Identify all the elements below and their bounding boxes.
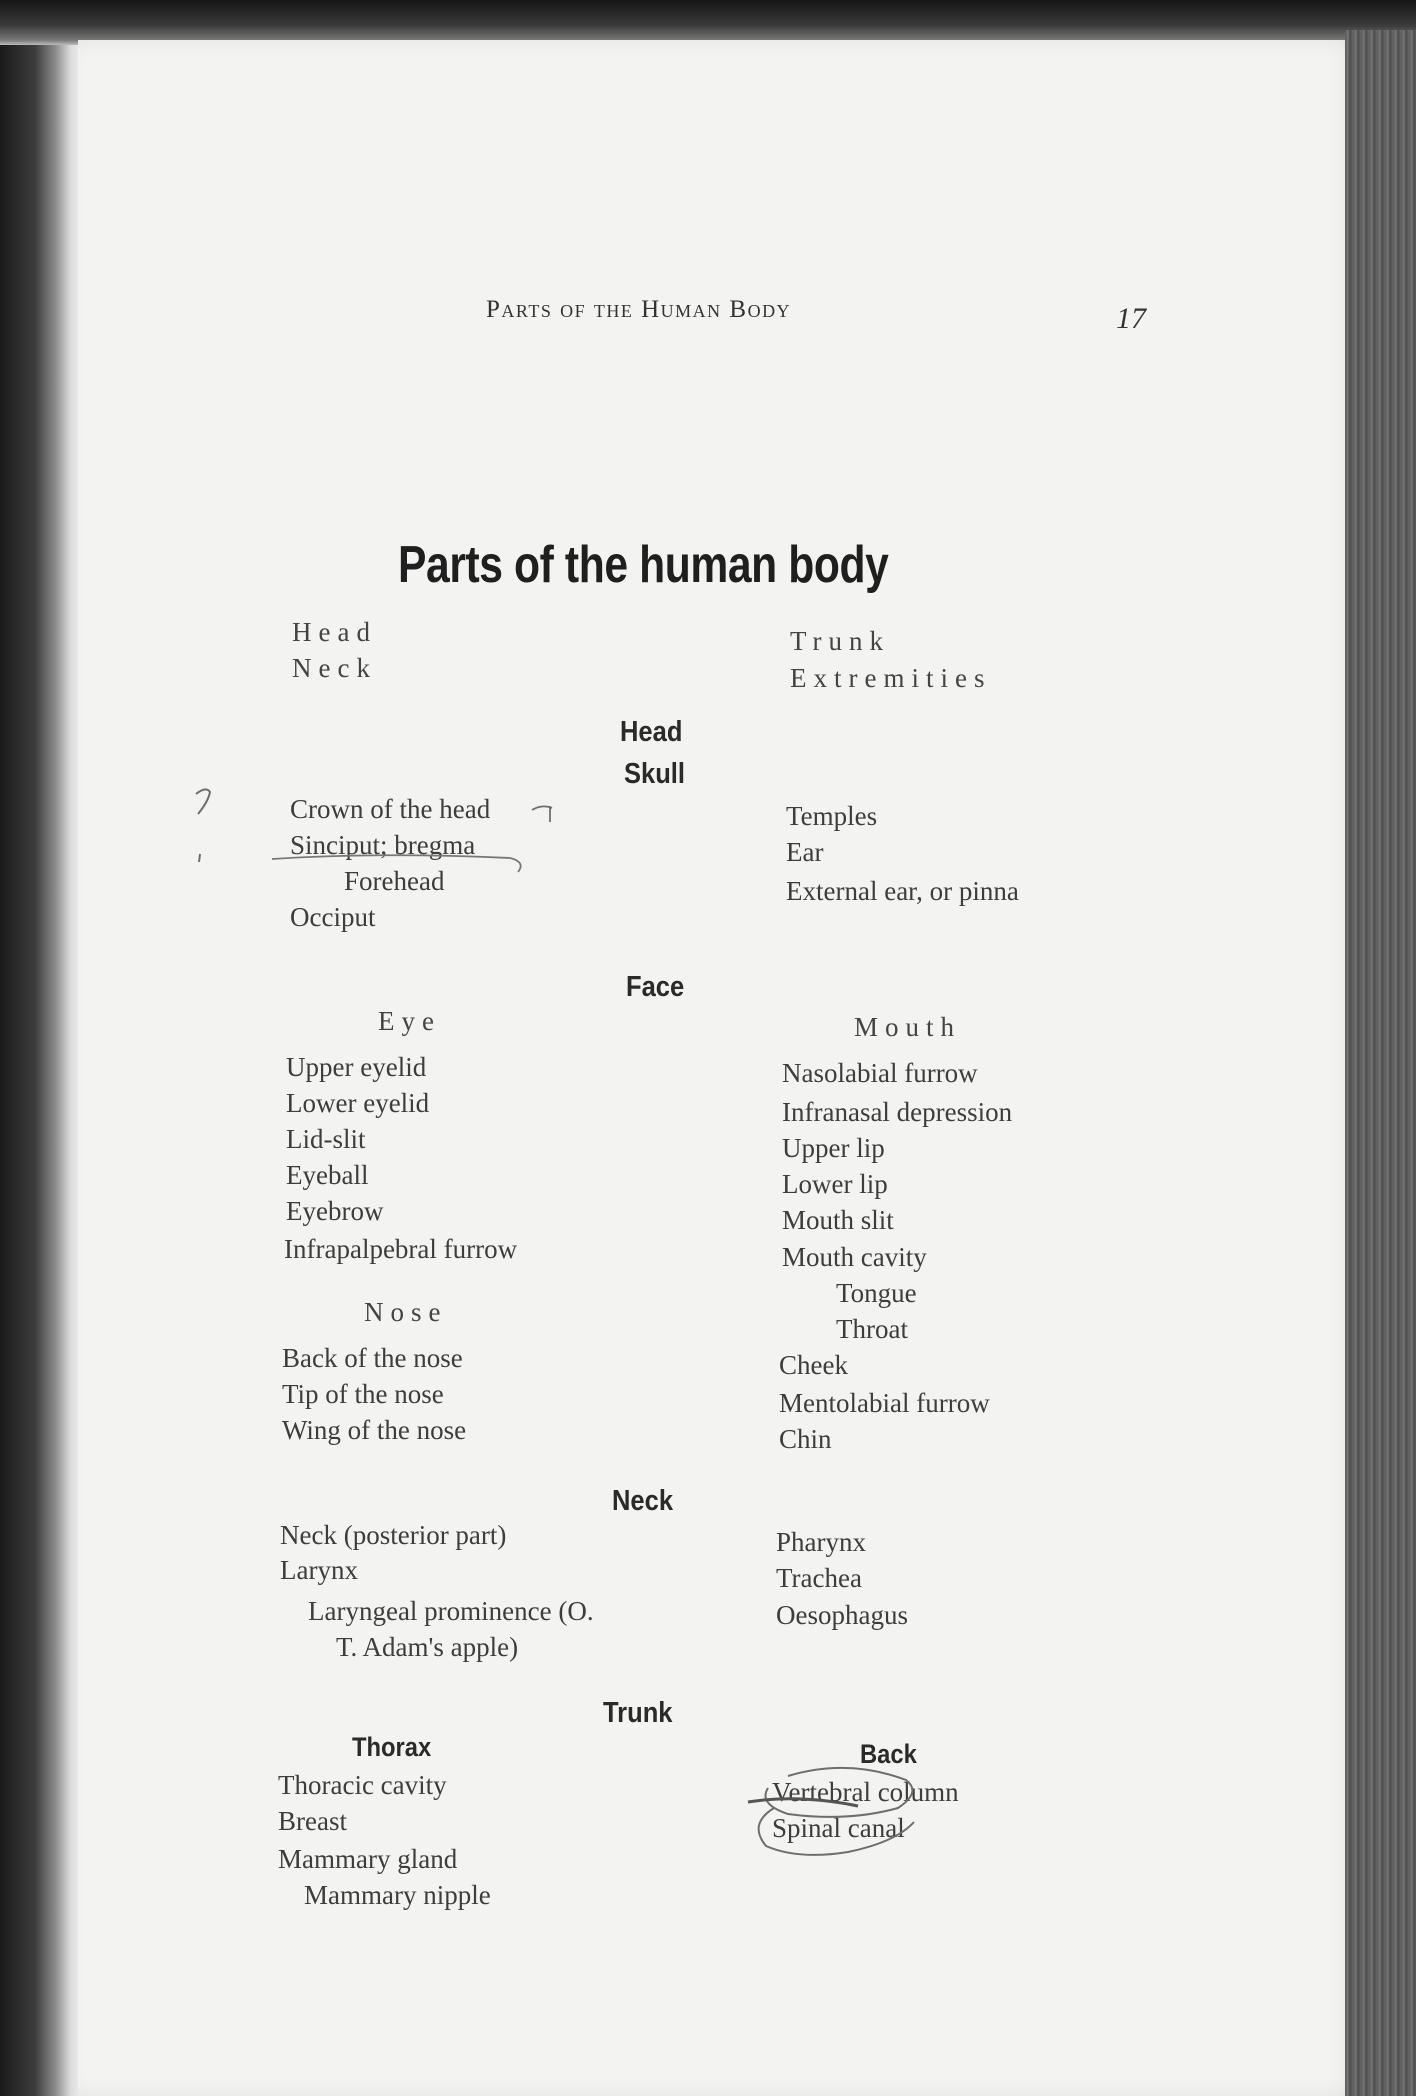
mouth-item: Cheek [779, 1350, 848, 1380]
overview-trunk: Trunk [790, 626, 891, 656]
neck-item: Oesophagus [776, 1600, 908, 1630]
thorax-item: Mammary gland [278, 1844, 458, 1874]
section-neck: Neck [612, 1485, 674, 1517]
eye-item: Eyebrow [286, 1196, 384, 1226]
neck-item: Larynx [280, 1555, 358, 1585]
mouth-item: Mentolabial furrow [779, 1388, 990, 1418]
page-edges [1345, 30, 1416, 2096]
neck-item: Laryngeal prominence (O. [308, 1596, 594, 1626]
mouth-item: Tongue [836, 1278, 917, 1308]
back-item: Spinal canal [772, 1813, 905, 1843]
skull-item: Ear [786, 837, 824, 867]
eye-item: Infrapalpebral furrow [284, 1234, 518, 1264]
mouth-item: Lower lip [782, 1169, 888, 1199]
thorax-item: Thoracic cavity [278, 1770, 447, 1800]
section-head: Head [620, 716, 683, 748]
running-head: Parts of the Human Body [486, 296, 792, 323]
group-thorax: Thorax [352, 1732, 432, 1762]
eye-item: Lower eyelid [286, 1088, 430, 1118]
overview-extremities: Extremities [790, 663, 992, 693]
neck-item: Pharynx [776, 1527, 866, 1557]
neck-item: Trachea [776, 1563, 862, 1593]
skull-item: Crown of the head [290, 794, 491, 824]
mouth-item: Throat [836, 1314, 908, 1344]
eye-item: Eyeball [286, 1160, 369, 1190]
nose-item: Back of the nose [282, 1343, 463, 1373]
skull-item: External ear, or pinna [786, 876, 1019, 906]
mouth-item: Mouth cavity [782, 1242, 927, 1272]
pencil-annotation-back [728, 1750, 958, 1870]
page-title: Parts of the human body [398, 536, 889, 594]
subsection-face: Face [626, 971, 685, 1003]
eye-item: Upper eyelid [286, 1052, 427, 1082]
skull-item: Temples [786, 801, 878, 831]
nose-item: Wing of the nose [282, 1415, 467, 1445]
neck-item: Neck (posterior part) [280, 1520, 507, 1550]
book-binding-shadow [0, 0, 80, 2096]
mouth-item: Chin [779, 1424, 832, 1454]
eye-item: Lid-slit [286, 1124, 366, 1154]
pencil-annotation-skull [180, 780, 580, 890]
nose-item: Tip of the nose [282, 1379, 444, 1409]
group-back: Back [860, 1739, 917, 1769]
page-number: 17 [1116, 302, 1146, 335]
section-trunk: Trunk [603, 1697, 673, 1729]
thorax-item: Breast [278, 1806, 347, 1836]
neck-item: T. Adam's apple) [336, 1632, 519, 1662]
group-eye: Eye [378, 1006, 441, 1036]
mouth-item: Infranasal depression [782, 1097, 1013, 1127]
top-shadow [0, 0, 1416, 45]
skull-item: Sinciput; bregma [290, 830, 476, 860]
skull-item: Occiput [290, 902, 376, 932]
group-nose: Nose [364, 1297, 448, 1327]
overview-head: Head [292, 617, 377, 647]
back-item: Vertebral column [772, 1777, 959, 1807]
thorax-item: Mammary nipple [304, 1880, 491, 1910]
mouth-item: Upper lip [782, 1133, 885, 1163]
skull-item: Forehead [344, 866, 445, 896]
mouth-item: Mouth slit [782, 1205, 894, 1235]
book-page [78, 40, 1360, 2096]
group-mouth: Mouth [854, 1012, 962, 1042]
mouth-item: Nasolabial furrow [782, 1058, 978, 1088]
overview-neck: Neck [292, 653, 377, 683]
subsection-skull: Skull [624, 758, 685, 790]
